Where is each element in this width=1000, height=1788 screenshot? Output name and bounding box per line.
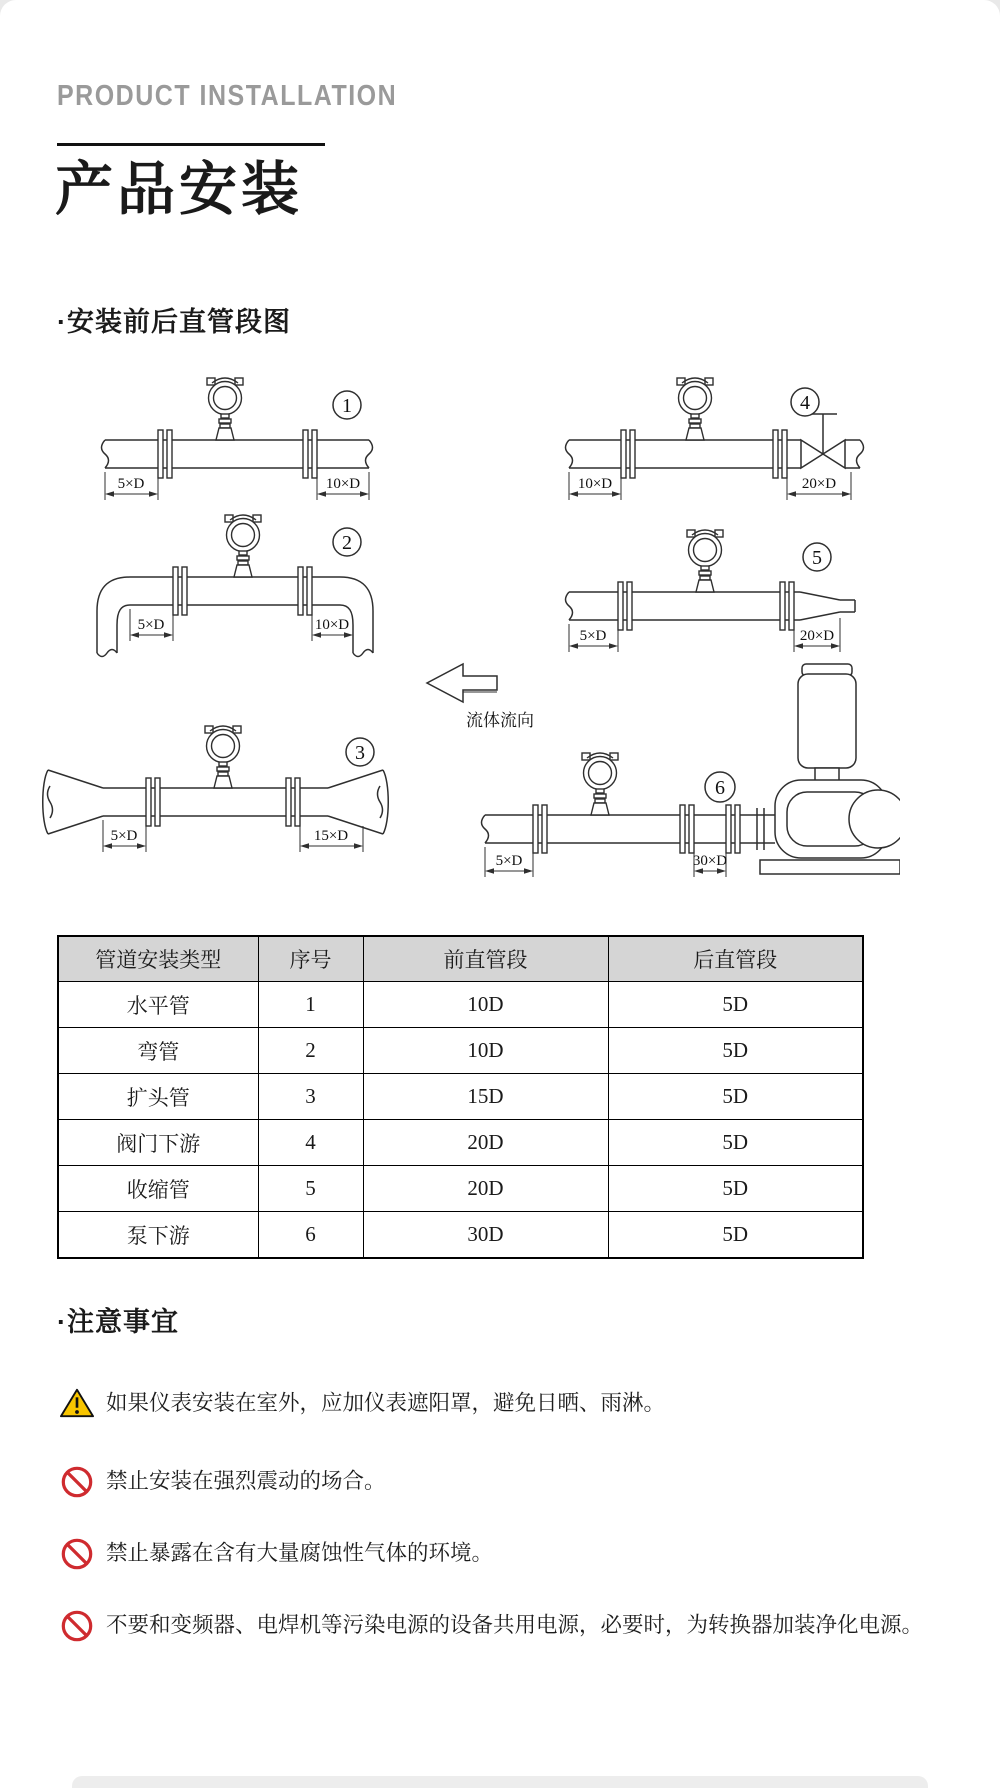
dim-label: 5×D xyxy=(579,628,607,644)
diagram-valve-downstream xyxy=(555,368,865,508)
flange-icon xyxy=(298,567,312,615)
diagram-section-heading: ·安装前后直管段图 xyxy=(57,307,291,337)
dim-label: 5×D xyxy=(137,617,165,633)
cell-index: 1 xyxy=(258,982,363,1028)
note-item xyxy=(60,1386,938,1420)
cell-upstream: 30D xyxy=(363,1212,608,1259)
diagram-number: 6 xyxy=(715,777,725,799)
table-row xyxy=(58,982,863,1028)
diagram-horizontal-pipe xyxy=(85,368,385,508)
cell-index: 4 xyxy=(258,1120,363,1166)
cell-index: 3 xyxy=(258,1074,363,1120)
cell-downstream: 5D xyxy=(608,1212,863,1259)
dim-label: 15×D xyxy=(313,828,349,844)
note-text: 禁止暴露在含有大量腐蚀性气体的环境。 xyxy=(106,1541,494,1565)
cell-upstream: 15D xyxy=(363,1074,608,1120)
cell-type: 阀门下游 xyxy=(58,1120,258,1166)
flow-meter-icon xyxy=(677,378,713,440)
flange-icon xyxy=(173,567,187,615)
cell-upstream: 10D xyxy=(363,982,608,1028)
cell-index: 5 xyxy=(258,1166,363,1212)
cell-upstream: 20D xyxy=(363,1120,608,1166)
expander-icon xyxy=(43,770,103,834)
note-item xyxy=(60,1536,938,1571)
cell-downstream: 5D xyxy=(608,1166,863,1212)
cell-downstream: 5D xyxy=(608,1074,863,1120)
cell-downstream: 5D xyxy=(608,982,863,1028)
flange-icon xyxy=(146,778,160,826)
cell-type: 水平管 xyxy=(58,982,258,1028)
flow-meter-icon xyxy=(205,726,241,788)
note-item xyxy=(60,1608,938,1643)
dim-label: 10×D xyxy=(325,476,361,492)
diagram-number: 3 xyxy=(355,742,365,764)
cell-type: 泵下游 xyxy=(58,1212,258,1259)
next-section-edge xyxy=(72,1776,928,1788)
table-row xyxy=(58,1166,863,1212)
note-text: 不要和变频器、电焊机等污染电源的设备共用电源，必要时，为转换器加装净化电源。 xyxy=(106,1613,924,1637)
flange-icon xyxy=(773,430,787,478)
dim-label: 5×D xyxy=(117,476,145,492)
prohibition-icon xyxy=(60,1609,94,1643)
warning-icon xyxy=(60,1387,94,1419)
diagram-number: 5 xyxy=(812,547,822,569)
table-row xyxy=(58,1028,863,1074)
col-header-downstream: 后直管段 xyxy=(608,936,863,982)
table-row xyxy=(58,1120,863,1166)
dim-label: 10×D xyxy=(577,476,613,492)
cell-index: 2 xyxy=(258,1028,363,1074)
note-item xyxy=(60,1464,938,1499)
straight-run-table xyxy=(57,935,864,1259)
dim-label: 30×D xyxy=(692,853,728,869)
diagram-number: 4 xyxy=(800,392,810,414)
prohibition-icon xyxy=(60,1537,94,1571)
table-row xyxy=(58,1074,863,1120)
cell-upstream: 10D xyxy=(363,1028,608,1074)
diagram-expander-pipe xyxy=(28,700,398,885)
flow-direction-label: 流体流向 xyxy=(466,711,534,730)
cell-type: 扩头管 xyxy=(58,1074,258,1120)
diagram-elbow-pipe xyxy=(85,495,385,675)
cell-downstream: 5D xyxy=(608,1028,863,1074)
col-header-index: 序号 xyxy=(258,936,363,982)
flange-icon xyxy=(303,430,317,478)
flange-icon xyxy=(680,805,694,853)
page-title: 产品安装 xyxy=(55,157,304,222)
note-text: 禁止安装在强烈震动的场合。 xyxy=(106,1469,386,1493)
flange-icon xyxy=(533,805,547,853)
flow-meter-icon xyxy=(225,515,261,577)
flange-icon xyxy=(286,778,300,826)
pump-icon xyxy=(760,664,900,874)
flow-meter-icon xyxy=(582,753,618,815)
cell-upstream: 20D xyxy=(363,1166,608,1212)
flow-meter-icon xyxy=(207,378,243,440)
dim-label: 10×D xyxy=(314,617,350,633)
cell-downstream: 5D xyxy=(608,1120,863,1166)
col-header-upstream: 前直管段 xyxy=(363,936,608,982)
notes-section-heading: ·注意事宜 xyxy=(57,1307,179,1337)
flange-icon xyxy=(621,430,635,478)
dim-label: 20×D xyxy=(799,628,835,644)
diagram-pump-downstream xyxy=(430,572,900,902)
cell-type: 收缩管 xyxy=(58,1166,258,1212)
dim-label: 20×D xyxy=(801,476,837,492)
table-header-row xyxy=(58,936,863,982)
diagram-number: 1 xyxy=(342,395,352,417)
table-row xyxy=(58,1212,863,1259)
diagram-number: 2 xyxy=(342,532,352,554)
prohibition-icon xyxy=(60,1465,94,1499)
flange-icon xyxy=(726,805,740,853)
page-eyebrow: PRODUCT INSTALLATION xyxy=(57,80,398,112)
note-text: 如果仪表安装在室外，应加仪表遮阳罩，避免日晒、雨淋。 xyxy=(106,1391,666,1415)
col-header-install-type: 管道安装类型 xyxy=(58,936,258,982)
dim-label: 5×D xyxy=(495,853,523,869)
title-rule xyxy=(57,143,325,146)
cell-index: 6 xyxy=(258,1212,363,1259)
dim-label: 5×D xyxy=(110,828,138,844)
flange-icon xyxy=(158,430,172,478)
cell-type: 弯管 xyxy=(58,1028,258,1074)
